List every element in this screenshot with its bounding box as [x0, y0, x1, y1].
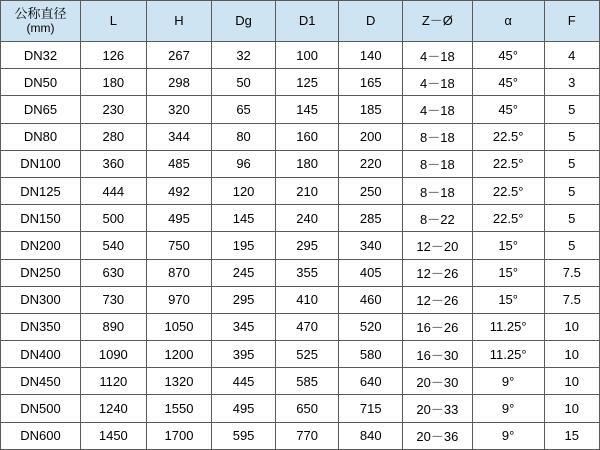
table-cell: 120 — [212, 177, 276, 204]
table-row — [1, 232, 600, 259]
table-cell: 345 — [212, 313, 276, 340]
table-cell: 96 — [212, 150, 276, 177]
table-cell: 395 — [212, 341, 276, 368]
cell-nominal-diameter: DN32 — [1, 42, 81, 69]
table-cell: 22.5° — [472, 177, 544, 204]
header-row — [1, 1, 600, 42]
cell-nominal-diameter: DN150 — [1, 205, 81, 232]
table-cell: 240 — [275, 205, 339, 232]
table-cell: 15 — [544, 422, 599, 449]
cell-nominal-diameter: DN50 — [1, 69, 81, 96]
table-cell: 445 — [212, 368, 276, 395]
table-cell: 295 — [275, 232, 339, 259]
table-row — [1, 259, 600, 286]
table-cell: 15° — [472, 232, 544, 259]
column-header-sub-text: (mm) — [26, 20, 55, 35]
table-cell: 10 — [544, 341, 599, 368]
table-cell: 640 — [339, 368, 403, 395]
table-cell: 495 — [146, 205, 212, 232]
table-cell: 125 — [275, 69, 339, 96]
table-cell: 12－26 — [403, 286, 473, 313]
table-cell: 8－18 — [403, 123, 473, 150]
table-cell: 650 — [275, 395, 339, 422]
table-cell: 10 — [544, 368, 599, 395]
column-header-main-text: Z－Ø — [421, 12, 453, 28]
table-cell: 16－30 — [403, 341, 473, 368]
table-cell: 1120 — [81, 368, 147, 395]
cell-nominal-diameter: DN350 — [1, 313, 81, 340]
table-cell: 890 — [81, 313, 147, 340]
table-cell: 5 — [544, 177, 599, 204]
cell-nominal-diameter: DN400 — [1, 341, 81, 368]
cell-nominal-diameter: DN80 — [1, 123, 81, 150]
table-cell: 126 — [81, 42, 147, 69]
table-cell: 185 — [339, 96, 403, 123]
table-row — [1, 177, 600, 204]
table-cell: 344 — [146, 123, 212, 150]
table-row — [1, 286, 600, 313]
cell-nominal-diameter: DN250 — [1, 259, 81, 286]
table-cell: 7.5 — [544, 286, 599, 313]
table-cell: 410 — [275, 286, 339, 313]
table-cell: 5 — [544, 205, 599, 232]
table-cell: 11.25° — [472, 313, 544, 340]
column-header-main-text: F — [567, 12, 576, 28]
table-cell: 1320 — [146, 368, 212, 395]
column-header-main-text: D1 — [298, 12, 316, 28]
table-cell: 10 — [544, 395, 599, 422]
table-cell: 250 — [339, 177, 403, 204]
table-cell: 245 — [212, 259, 276, 286]
column-header-main-text: L — [109, 12, 117, 28]
table-cell: 1090 — [81, 341, 147, 368]
column-header-main-text: H — [174, 12, 184, 28]
cell-nominal-diameter: DN600 — [1, 422, 81, 449]
table-cell: 15° — [472, 286, 544, 313]
cell-nominal-diameter: DN500 — [1, 395, 81, 422]
table-row — [1, 313, 600, 340]
table-cell: 8－18 — [403, 150, 473, 177]
column-header-d — [339, 1, 403, 42]
table-cell: 20－30 — [403, 368, 473, 395]
table-cell: 340 — [339, 232, 403, 259]
table-cell: 165 — [339, 69, 403, 96]
table-cell: 5 — [544, 150, 599, 177]
table-cell: 630 — [81, 259, 147, 286]
table-cell: 20－33 — [403, 395, 473, 422]
table-cell: 295 — [212, 286, 276, 313]
table-cell: 32 — [212, 42, 276, 69]
table-cell: 100 — [275, 42, 339, 69]
table-cell: 595 — [212, 422, 276, 449]
column-header-f — [544, 1, 599, 42]
table-header — [1, 1, 600, 42]
column-header-z-phi — [403, 1, 473, 42]
table-cell: 12－26 — [403, 259, 473, 286]
table-cell: 45° — [472, 96, 544, 123]
table-cell: 15° — [472, 259, 544, 286]
table-cell: 210 — [275, 177, 339, 204]
cell-nominal-diameter: DN65 — [1, 96, 81, 123]
column-header-h — [146, 1, 212, 42]
table-cell: 4－18 — [403, 96, 473, 123]
table-cell: 180 — [275, 150, 339, 177]
table-cell: 298 — [146, 69, 212, 96]
table-cell: 750 — [146, 232, 212, 259]
column-header-d1 — [275, 1, 339, 42]
table-cell: 1550 — [146, 395, 212, 422]
table-cell: 770 — [275, 422, 339, 449]
table-cell: 730 — [81, 286, 147, 313]
table-cell: 840 — [339, 422, 403, 449]
table-row — [1, 69, 600, 96]
table-cell: 500 — [81, 205, 147, 232]
table-cell: 470 — [275, 313, 339, 340]
table-row — [1, 422, 600, 449]
table-cell: 50 — [212, 69, 276, 96]
column-header-main-text: Dg — [235, 12, 252, 28]
table-cell: 160 — [275, 123, 339, 150]
table-cell: 140 — [339, 42, 403, 69]
cell-nominal-diameter: DN100 — [1, 150, 81, 177]
cell-nominal-diameter: DN200 — [1, 232, 81, 259]
table-cell: 200 — [339, 123, 403, 150]
table-cell: 540 — [81, 232, 147, 259]
table-cell: 5 — [544, 123, 599, 150]
table-cell: 145 — [212, 205, 276, 232]
table-cell: 405 — [339, 259, 403, 286]
table-cell: 180 — [81, 69, 147, 96]
table-cell: 22.5° — [472, 150, 544, 177]
cell-nominal-diameter: DN125 — [1, 177, 81, 204]
table-row — [1, 395, 600, 422]
table-cell: 4－18 — [403, 42, 473, 69]
table-cell: 20－36 — [403, 422, 473, 449]
table-cell: 280 — [81, 123, 147, 150]
table-cell: 5 — [544, 232, 599, 259]
table-cell: 360 — [81, 150, 147, 177]
table-row — [1, 96, 600, 123]
table-cell: 11.25° — [472, 341, 544, 368]
table-cell: 45° — [472, 69, 544, 96]
table-cell: 22.5° — [472, 123, 544, 150]
table-cell: 80 — [212, 123, 276, 150]
table-cell: 444 — [81, 177, 147, 204]
cell-nominal-diameter: DN300 — [1, 286, 81, 313]
table-row — [1, 205, 600, 232]
table-cell: 16－26 — [403, 313, 473, 340]
table-row — [1, 42, 600, 69]
table-cell: 1240 — [81, 395, 147, 422]
table-row — [1, 150, 600, 177]
table-cell: 5 — [544, 96, 599, 123]
column-header-l — [81, 1, 147, 42]
column-header-main-text: D — [366, 12, 376, 28]
table-cell: 9° — [472, 395, 544, 422]
table-body — [1, 42, 600, 450]
table-cell: 65 — [212, 96, 276, 123]
table-cell: 585 — [275, 368, 339, 395]
table-cell: 355 — [275, 259, 339, 286]
table-cell: 970 — [146, 286, 212, 313]
table-cell: 7.5 — [544, 259, 599, 286]
table-cell: 145 — [275, 96, 339, 123]
table-cell: 285 — [339, 205, 403, 232]
column-header-nominal-diameter — [1, 1, 81, 42]
table-cell: 525 — [275, 341, 339, 368]
table-cell: 485 — [146, 150, 212, 177]
column-header-dg — [212, 1, 276, 42]
table-cell: 320 — [146, 96, 212, 123]
table-cell: 715 — [339, 395, 403, 422]
table-cell: 22.5° — [472, 205, 544, 232]
column-header-alpha — [472, 1, 544, 42]
table-cell: 12－20 — [403, 232, 473, 259]
table-cell: 230 — [81, 96, 147, 123]
table-cell: 8－22 — [403, 205, 473, 232]
table-cell: 580 — [339, 341, 403, 368]
column-header-main-text: α — [504, 12, 512, 28]
table-cell: 195 — [212, 232, 276, 259]
cell-nominal-diameter: DN450 — [1, 368, 81, 395]
table-row — [1, 341, 600, 368]
table-row — [1, 368, 600, 395]
table-cell: 267 — [146, 42, 212, 69]
table-cell: 4－18 — [403, 69, 473, 96]
table-cell: 220 — [339, 150, 403, 177]
table-cell: 4 — [544, 42, 599, 69]
table-cell: 45° — [472, 42, 544, 69]
table-cell: 520 — [339, 313, 403, 340]
table-cell: 1050 — [146, 313, 212, 340]
table-cell: 495 — [212, 395, 276, 422]
table-cell: 1450 — [81, 422, 147, 449]
table-row — [1, 123, 600, 150]
table-cell: 460 — [339, 286, 403, 313]
table-cell: 870 — [146, 259, 212, 286]
table-cell: 1200 — [146, 341, 212, 368]
table-cell: 1700 — [146, 422, 212, 449]
column-header-main-text: 公称直径 — [14, 5, 67, 21]
table-cell: 9° — [472, 368, 544, 395]
table-cell: 10 — [544, 313, 599, 340]
table-cell: 3 — [544, 69, 599, 96]
table-cell: 492 — [146, 177, 212, 204]
table-cell: 8－18 — [403, 177, 473, 204]
table-cell: 9° — [472, 422, 544, 449]
